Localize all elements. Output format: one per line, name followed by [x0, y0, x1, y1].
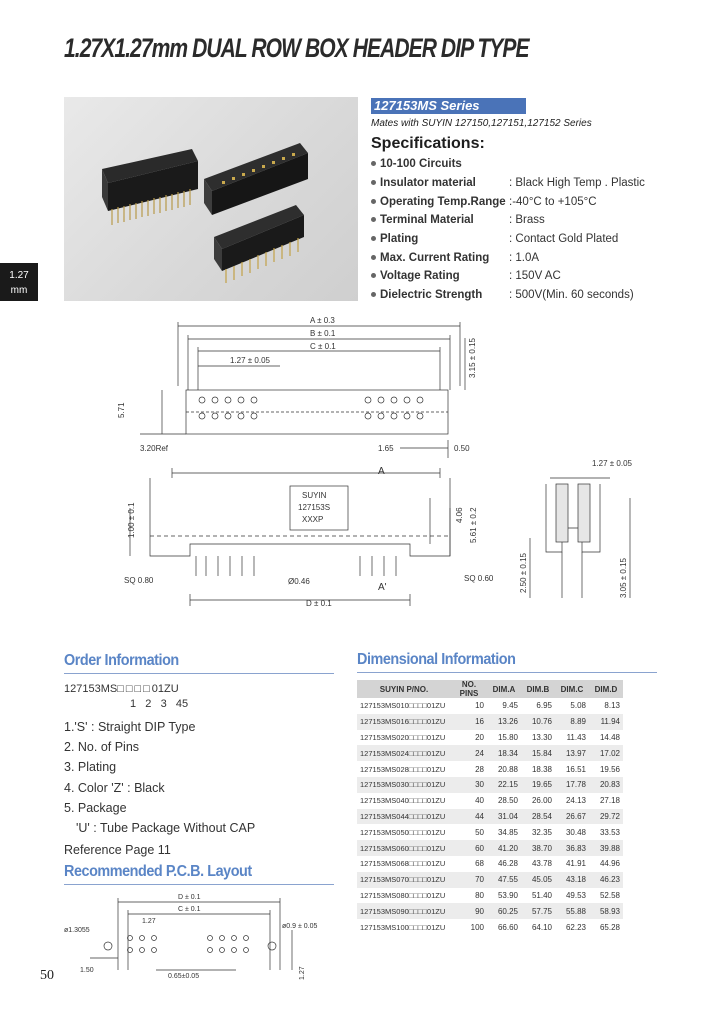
table-cell: 46.28	[497, 859, 518, 869]
dim-a-label: A ± 0.3	[310, 316, 335, 325]
table-cell: 60.25	[487, 903, 521, 919]
spec-label: 10-100 Circuits	[380, 158, 462, 170]
bullet-icon	[371, 199, 376, 204]
table-cell: 127153MS060□□□□01ZU	[357, 840, 451, 856]
spec-label: Insulator material	[380, 177, 476, 189]
table-row	[357, 698, 623, 714]
order-code: 127153MS□□□□01ZU	[64, 683, 179, 695]
bullet-icon	[371, 236, 376, 241]
table-cell: 16.51	[565, 764, 586, 774]
sq080-label: SQ 0.80	[124, 576, 154, 585]
h315-label: 3.15 ± 0.15	[468, 338, 477, 378]
table-row	[357, 824, 623, 840]
order-item: Reference Page 11	[64, 843, 171, 857]
table-cell: 127153MS028□□□□01ZU	[360, 764, 446, 774]
dim-c-label: C ± 0.1	[310, 342, 336, 351]
table-row	[357, 872, 623, 888]
order-code-suffix: 01ZU	[151, 683, 179, 695]
dimensional-table-body	[357, 698, 623, 935]
table-cell: 127153MS068□□□□01ZU	[360, 859, 446, 869]
table-cell: 26.67	[555, 809, 589, 825]
pcb-layout-drawing	[60, 890, 360, 990]
table-cell: 127153MS044□□□□01ZU	[357, 809, 451, 825]
technical-drawing	[110, 308, 670, 620]
table-row	[357, 856, 623, 872]
spec-value: : 1.0A	[509, 252, 540, 264]
bullet-icon	[371, 273, 376, 278]
table-cell: 127153MS040□□□□01ZU	[360, 796, 446, 806]
section-a-label: A	[378, 466, 385, 477]
order-code-prefix: 127153MS	[64, 683, 118, 695]
table-row	[357, 714, 623, 730]
pcb-w150: 1.50	[80, 967, 94, 974]
table-cell: 64.10	[531, 922, 552, 932]
pcb-w065: 0.65±0.05	[168, 973, 200, 980]
w050-label: 0.50	[454, 444, 470, 453]
col-header: NO. PINS	[451, 680, 487, 698]
table-cell: 26.00	[531, 796, 552, 806]
h406-label: 4.06	[455, 507, 464, 523]
pcb-heading: Recommended P.C.B. Layout	[64, 863, 252, 880]
table-cell: 13.97	[555, 745, 589, 761]
w165-label: 1.65	[378, 444, 394, 453]
side-tab-line1: 1.27	[9, 270, 29, 281]
table-cell: 13.26	[487, 714, 521, 730]
table-cell: 30.48	[565, 827, 586, 837]
table-cell: 28.54	[521, 809, 555, 825]
spec-label: Max. Current Rating	[380, 252, 490, 264]
spec-label: Terminal Material	[380, 214, 474, 226]
pcb-dim-c: C ± 0.1	[178, 906, 201, 913]
table-row	[357, 777, 623, 793]
h250-label: 2.50 ± 0.15	[519, 553, 528, 593]
table-cell: 8.89	[555, 714, 589, 730]
table-cell: 18.38	[531, 764, 552, 774]
table-cell: 127153MS030□□□□01ZU	[357, 777, 451, 793]
table-cell: 34.85	[497, 827, 518, 837]
col-header: DIM.A	[487, 680, 521, 698]
pcb-pitch: 1.27	[142, 918, 156, 925]
table-cell: 49.53	[565, 890, 586, 900]
table-cell: 127153MS100□□□□01ZU	[360, 922, 446, 932]
table-cell: 40	[475, 796, 484, 806]
table-cell: 39.88	[589, 840, 623, 856]
dimensional-divider	[357, 672, 657, 673]
spec-row	[371, 212, 474, 228]
table-cell: 18.34	[487, 745, 521, 761]
table-header-row	[357, 680, 623, 698]
h571-label: 5.71	[117, 402, 126, 418]
spec-label: Operating Temp.Range	[380, 196, 506, 208]
table-row	[357, 903, 623, 919]
table-cell: 17.78	[555, 777, 589, 793]
table-cell: 16	[451, 714, 487, 730]
table-cell: 38.70	[521, 840, 555, 856]
spec-row	[371, 175, 476, 191]
marking-line2: 127153S	[298, 503, 331, 512]
spec-row	[371, 287, 482, 303]
bullet-icon	[371, 217, 376, 222]
connector-image-3	[214, 205, 304, 283]
table-cell: 36.83	[555, 840, 589, 856]
table-cell: 41.20	[487, 840, 521, 856]
table-cell: 20.83	[589, 777, 623, 793]
table-cell: 127153MS016□□□□01ZU	[357, 714, 451, 730]
table-cell: 60	[451, 840, 487, 856]
pitch-label: 1.27 ± 0.05	[230, 356, 270, 365]
table-cell: 53.90	[497, 890, 518, 900]
table-cell: 127153MS090□□□□01ZU	[357, 903, 451, 919]
table-cell: 15.80	[497, 732, 518, 742]
h100-label: 1.00 ± 0.1	[127, 502, 136, 538]
order-divider	[64, 673, 334, 674]
order-heading: Order Information	[64, 652, 179, 669]
spec-label: Dielectric Strength	[380, 289, 483, 301]
h561-label: 5.61 ± 0.2	[469, 507, 478, 543]
table-cell: 10	[475, 701, 484, 711]
table-row	[357, 888, 623, 904]
col-header: DIM.D	[589, 680, 623, 698]
table-cell: 28.50	[497, 796, 518, 806]
table-cell: 43.18	[555, 872, 589, 888]
table-cell: 44	[451, 809, 487, 825]
table-row	[357, 745, 623, 761]
table-cell: 46.23	[589, 872, 623, 888]
connector-image-2	[204, 143, 308, 215]
table-cell: 127153MS024□□□□01ZU	[357, 745, 451, 761]
table-cell: 70	[451, 872, 487, 888]
table-cell: 15.84	[521, 745, 555, 761]
table-cell: 13.30	[531, 732, 552, 742]
table-cell: 62.23	[565, 922, 586, 932]
table-cell: 27.18	[599, 796, 620, 806]
table-cell: 50	[475, 827, 484, 837]
bullet-icon	[371, 161, 376, 166]
spec-row	[371, 156, 462, 172]
spec-row	[371, 194, 506, 210]
sq060-label: SQ 0.60	[464, 574, 494, 583]
side-pitch-label: 1.27 ± 0.05	[592, 459, 632, 468]
mates-note: Mates with SUYIN 127150,127151,127152 Series	[371, 118, 592, 129]
table-cell: 55.88	[555, 903, 589, 919]
col-header: DIM.B	[521, 680, 555, 698]
table-row	[357, 809, 623, 825]
table-cell: 45.05	[521, 872, 555, 888]
table-row	[357, 730, 623, 746]
col-header: SUYIN P/NO.	[357, 680, 451, 698]
table-cell: 6.95	[536, 701, 552, 711]
spec-value: : Contact Gold Plated	[509, 233, 619, 245]
bullet-icon	[371, 292, 376, 297]
pcb-hole2: ø0.9 ± 0.05	[282, 923, 318, 930]
spec-value: : 150V AC	[509, 270, 561, 282]
table-cell: 44.96	[599, 859, 620, 869]
spec-heading: Specifications:	[371, 135, 485, 152]
pcb-h127: 1.27	[299, 966, 306, 980]
spec-value: : Brass	[509, 214, 545, 226]
page-number: 50	[40, 968, 54, 983]
table-cell: 19.56	[599, 764, 620, 774]
table-cell: 33.53	[599, 827, 620, 837]
table-cell: 47.55	[487, 872, 521, 888]
table-cell: 19.65	[521, 777, 555, 793]
table-cell: 32.35	[531, 827, 552, 837]
table-cell: 17.02	[589, 745, 623, 761]
page-title: 1.27X1.27mm DUAL ROW BOX HEADER DIP TYPE	[64, 33, 529, 63]
table-cell: 11.94	[589, 714, 623, 730]
connector-illustration	[64, 97, 358, 301]
spec-row	[371, 231, 418, 247]
pcb-hole1: ø1.3055	[64, 927, 90, 934]
table-cell: 80	[475, 890, 484, 900]
table-cell: 90	[451, 903, 487, 919]
order-item: 2. No. of Pins	[64, 740, 140, 754]
pcb-holes	[104, 936, 276, 953]
bullet-icon	[371, 180, 376, 185]
table-cell: 65.28	[599, 922, 620, 932]
product-photo	[64, 97, 358, 301]
spec-value: :-40°C to +105°C	[509, 196, 597, 208]
order-item: 3. Plating	[64, 760, 117, 774]
table-cell: 9.45	[502, 701, 518, 711]
table-cell: 58.93	[589, 903, 623, 919]
side-tab	[0, 263, 38, 301]
table-row	[357, 761, 623, 777]
table-cell: 29.72	[589, 809, 623, 825]
spec-value: : Black High Temp . Plastic	[509, 177, 645, 189]
table-cell: 22.15	[487, 777, 521, 793]
pin-holes-top	[199, 397, 423, 419]
spec-row	[371, 268, 460, 284]
col-header: DIM.C	[555, 680, 589, 698]
table-cell: 127153MS050□□□□01ZU	[360, 827, 446, 837]
table-cell: 11.43	[566, 732, 586, 742]
connector-image-1	[102, 149, 198, 225]
table-cell: 57.75	[521, 903, 555, 919]
d046-label: Ø0.46	[288, 577, 310, 586]
table-row	[357, 840, 623, 856]
table-cell: 31.04	[487, 809, 521, 825]
table-cell: 127153MS080□□□□01ZU	[360, 890, 446, 900]
table-cell: 10.76	[521, 714, 555, 730]
bullet-icon	[371, 255, 376, 260]
table-cell: 8.13	[604, 701, 620, 711]
table-cell: 5.08	[570, 701, 586, 711]
table-cell: 100	[470, 922, 484, 932]
table-cell: 28	[475, 764, 484, 774]
ref320-label: 3.20Ref	[140, 444, 169, 453]
table-cell: 127153MS010□□□□01ZU	[360, 701, 446, 711]
table-row	[357, 793, 623, 809]
h305-label: 3.05 ± 0.15	[619, 558, 628, 598]
table-cell: 41.91	[565, 859, 586, 869]
pcb-dim-d: D ± 0.1	[178, 894, 201, 901]
spec-label: Plating	[380, 233, 419, 245]
spec-value: : 500V(Min. 60 seconds)	[509, 289, 634, 301]
pcb-divider	[64, 884, 334, 885]
dim-b-label: B ± 0.1	[310, 329, 336, 338]
dimensional-table	[357, 680, 623, 935]
spec-label: Voltage Rating	[380, 270, 460, 282]
table-cell: 24.13	[565, 796, 586, 806]
section-a2-label: A'	[378, 582, 387, 593]
order-item: 1.'S' : Straight DIP Type	[64, 720, 196, 734]
marking-line3: XXXP	[302, 515, 324, 524]
table-cell: 66.60	[497, 922, 518, 932]
order-item: 5. Package	[64, 801, 127, 815]
dim-d-label: D ± 0.1	[306, 599, 332, 608]
table-cell: 127153MS020□□□□01ZU	[360, 732, 446, 742]
table-cell: 14.48	[599, 732, 620, 742]
dimensional-heading: Dimensional Information	[357, 651, 516, 668]
spec-row	[371, 250, 489, 266]
marking-line1: SUYIN	[302, 491, 327, 500]
order-item: 'U' : Tube Package Without CAP	[76, 821, 256, 835]
table-row	[357, 919, 623, 935]
order-positions: 1 2 3 45	[130, 698, 189, 710]
table-cell: 52.58	[599, 890, 620, 900]
table-cell: 20.88	[497, 764, 518, 774]
table-cell: 24	[451, 745, 487, 761]
table-cell: 127153MS070□□□□01ZU	[357, 872, 451, 888]
table-cell: 20	[475, 732, 484, 742]
series-badge: 127153MS Series	[371, 98, 526, 114]
order-item: 4. Color 'Z' : Black	[64, 781, 165, 795]
table-cell: 30	[451, 777, 487, 793]
side-tab-line2: mm	[10, 285, 28, 296]
table-cell: 51.40	[531, 890, 552, 900]
table-cell: 68	[475, 859, 484, 869]
table-cell: 43.78	[531, 859, 552, 869]
